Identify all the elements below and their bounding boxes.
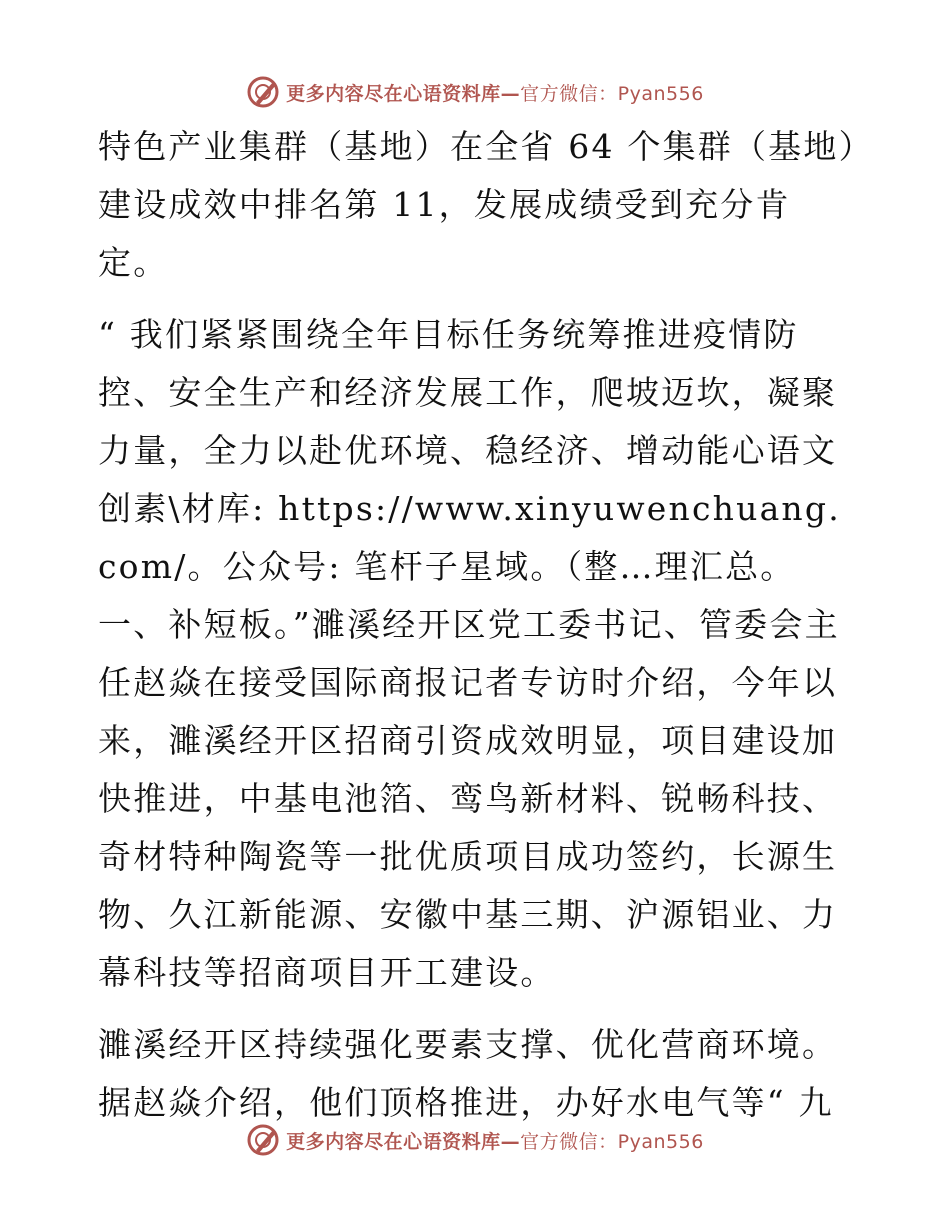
banner-dash: — — [500, 82, 521, 105]
banner-main-text: 更多内容尽在心语资料库 — [286, 1130, 501, 1153]
paragraph-2: “ 我们紧紧围绕全年目标任务统筹推进疫情防控、安全生产和经济发展工作，爬坡迈坎，凝聚力量，全力以赴优环境、稳经济、增动能心语文创素\材库: https://www.xinyuwenchuang.com/。公众号: 笔杆子星域。（整…理汇总。一、补短板。”濉溪经开区党工委书记、管委会主任赵焱在接受国际商报记者专访时介绍，今年以来，濉溪经开区招商引资成效明显，项目建设加快推进，中基电池箔、鸾鸟新材料、锐畅科技、奇材特种陶瓷等一批优质项目成功签约，长源生物、久江新能源、安徽中基三期、沪源铝业、力幕科技等招商项目开工建设。 — [98, 315, 841, 992]
pen-logo-icon — [246, 75, 280, 109]
banner-dash: — — [500, 1130, 521, 1153]
paragraph-1: 特色产业集群（基地）在全省 64 个集群（基地）建设成效中排名第 11，发展成绩受到充分肯定。 — [98, 127, 858, 282]
footer-watermark-banner — [0, 1120, 950, 1160]
banner-text — [286, 79, 704, 106]
pen-logo-icon — [246, 1123, 280, 1157]
banner-main-text: 更多内容尽在心语资料库 — [286, 82, 501, 105]
banner-wechat-text: 官方微信：Pyan556 — [520, 82, 704, 105]
banner-text — [286, 1127, 704, 1154]
paragraph-3: 濉溪经开区持续强化要素支撑、优化营商环境。据赵焱介绍，他们顶格推进，办好水电气等“ 九 — [98, 1025, 838, 1122]
document-body — [98, 118, 858, 1132]
banner-wechat-text: 官方微信：Pyan556 — [520, 1130, 704, 1153]
header-watermark-banner — [0, 72, 950, 112]
